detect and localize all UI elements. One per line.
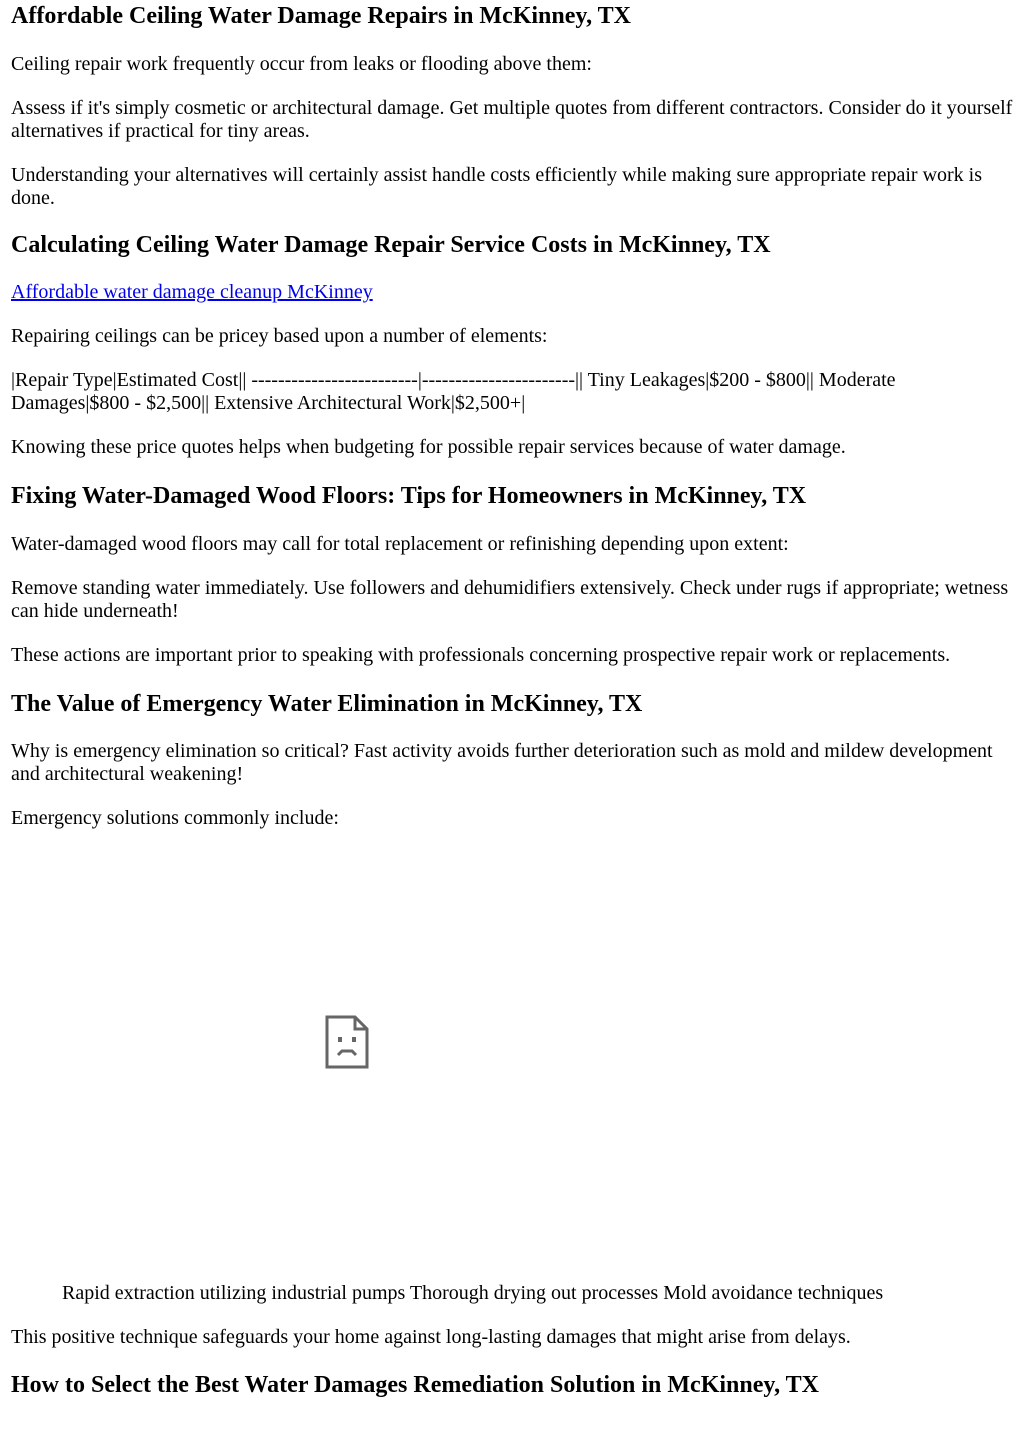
broken-image (11, 830, 691, 1270)
paragraph-price-quotes: Knowing these price quotes helps when budgeting for possible repair services because of water damage. (11, 436, 846, 458)
heading-wood-floors: Fixing Water-Damaged Wood Floors: Tips for Homeowners in McKinney, TX (11, 483, 807, 509)
paragraph-assess-damage: Assess if it's simply cosmetic or architectural damage. Get multiple quotes from different contractors. Consider do it yourself alternatives if practical for tiny areas. (11, 97, 1013, 142)
heading-ceiling-repairs: Affordable Ceiling Water Damage Repairs in McKinney, TX (11, 3, 631, 29)
article-page (0, 2, 1024, 1399)
paragraph-positive-technique: This positive technique safeguards your home against long-lasting damages that might arise from delays. (11, 1326, 851, 1348)
paragraph-understanding-alternatives: Understanding your alternatives will certainly assist handle costs efficiently while making sure appropriate repair work is done. (11, 164, 983, 209)
paragraph-cost-table-text: |Repair Type|Estimated Cost|| -------------------------|-----------------------|| Tiny Leakages|$200 - $800|| Moderate Damages|$800 - $2,500|| Extensive Architectural Work|$2,500+| (11, 369, 896, 414)
heading-select-best-solution: How to Select the Best Water Damages Remediation Solution in McKinney, TX (11, 1372, 819, 1398)
paragraph-wood-floors: Water-damaged wood floors may call for total replacement or refinishing depending upon extent: (11, 533, 789, 555)
paragraph-repair-pricey: Repairing ceilings can be pricey based upon a number of elements: (11, 325, 548, 347)
paragraph-why-critical: Why is emergency elimination so critical? Fast activity avoids further deterioration such as mold and mildew development and architectural weakening! (11, 740, 993, 785)
paragraph-remove-water: Remove standing water immediately. Use followers and dehumidifiers extensively. Check under rugs if appropriate; wetness can hide underneath! (11, 577, 1009, 622)
heading-emergency-elimination: The Value of Emergency Water Elimination in McKinney, TX (11, 691, 643, 717)
paragraph-actions-important: These actions are important prior to speaking with professionals concerning prospective repair work or replacements. (11, 644, 951, 666)
cleanup-mckinney-link[interactable]: Affordable water damage cleanup McKinney (11, 281, 373, 303)
paragraph-ceiling-intro: Ceiling repair work frequently occur from leaks or flooding above them: (11, 53, 592, 75)
paragraph-emergency-solutions: Emergency solutions commonly include: (11, 807, 339, 829)
broken-image-icon (325, 1015, 369, 1069)
emergency-solutions-list: Rapid extraction utilizing industrial pumps Thorough drying out processes Mold avoidance techniques (62, 1282, 884, 1304)
link-paragraph (11, 281, 1014, 304)
heading-calculating-costs: Calculating Ceiling Water Damage Repair Service Costs in McKinney, TX (11, 232, 771, 258)
